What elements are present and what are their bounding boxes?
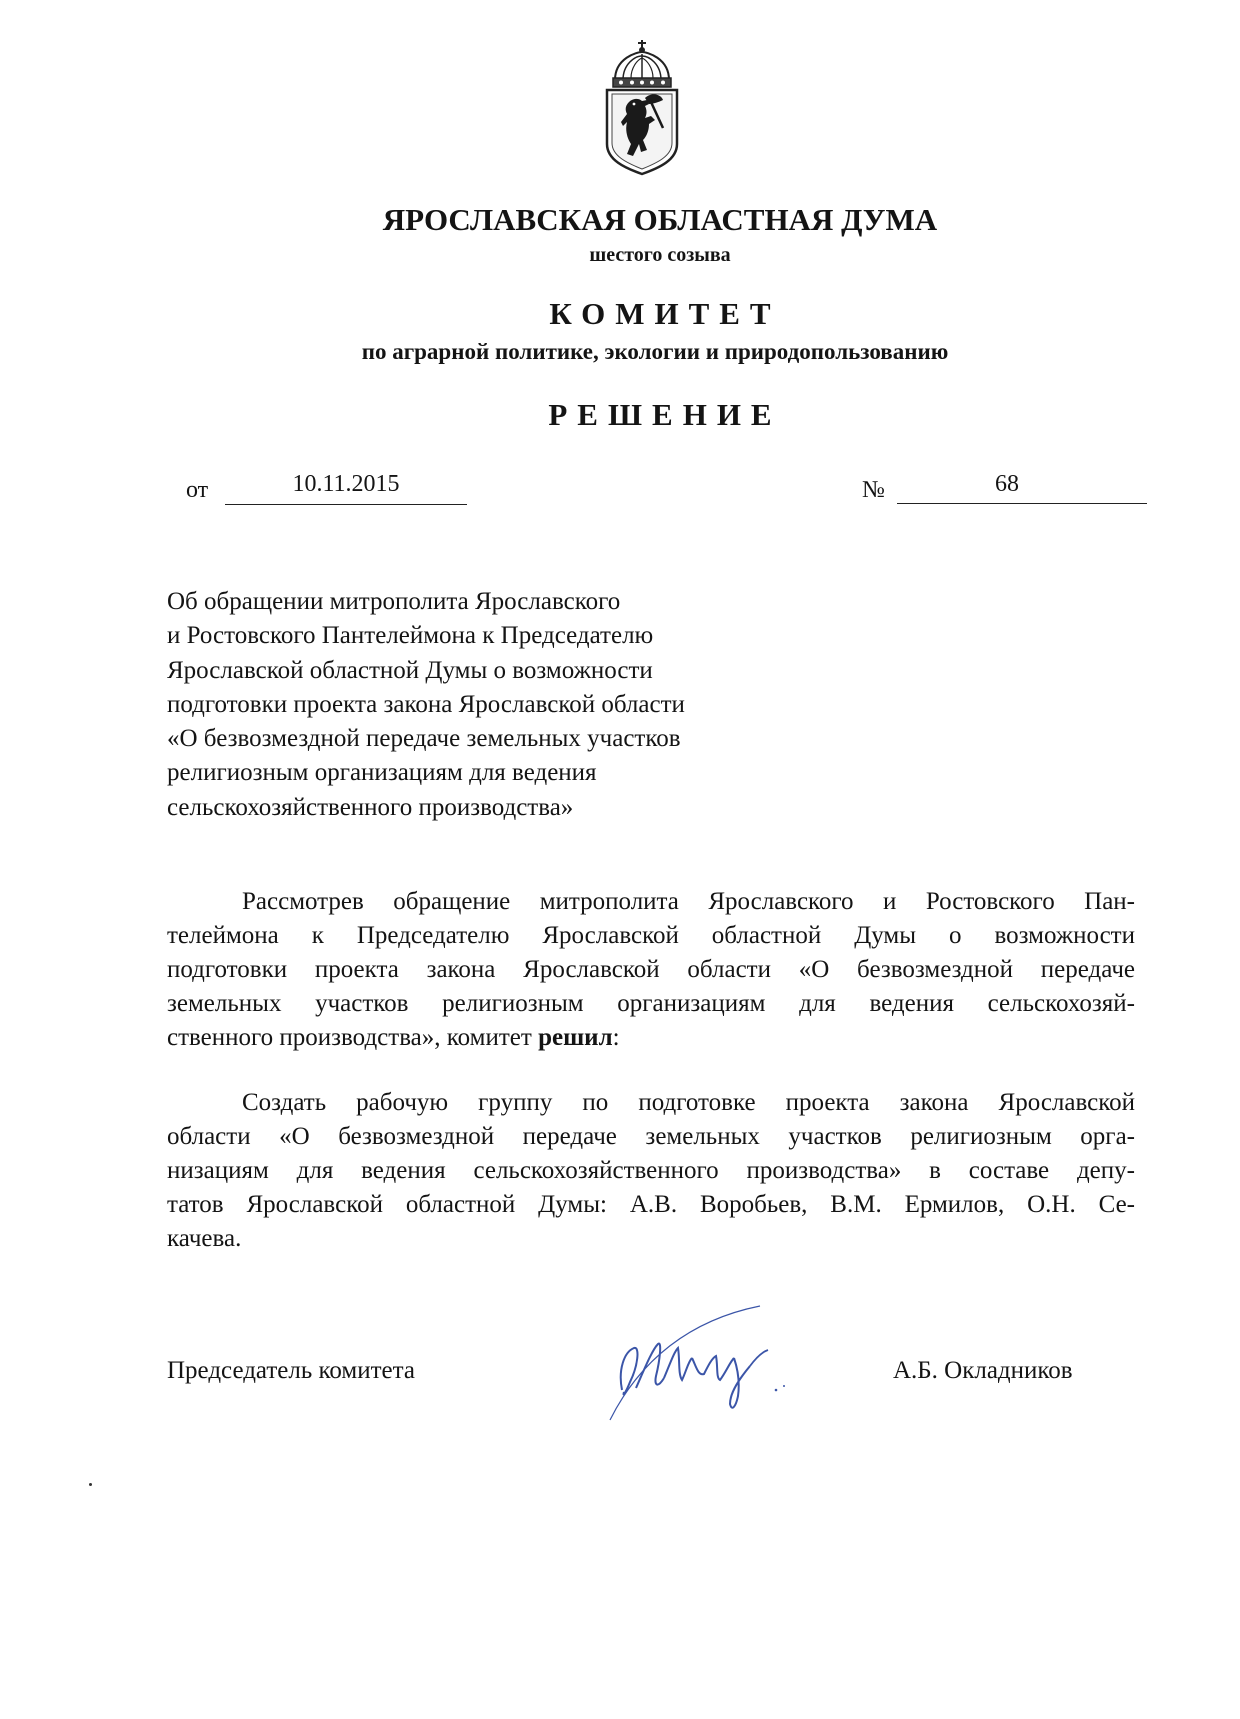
committee-name: по аграрной политике, экологии и природопользованию	[361, 339, 949, 364]
paragraph-line: Рассмотрев обращение митрополита Ярославского и Ростовского Пан-	[242, 888, 1135, 915]
date-value: 10.11.2015	[292, 471, 400, 497]
number-label: №	[862, 477, 885, 503]
subject-line: сельскохозяйственного производства»	[167, 794, 574, 821]
paragraph-line: области «О безвозмездной передаче земельных участков религиозным орга-	[167, 1123, 1135, 1150]
paragraph-line: телеймона к Председателю Ярославской областной Думы о возможности	[167, 922, 1135, 949]
date-field	[225, 470, 467, 505]
signature-image	[600, 1300, 820, 1425]
date-label: от	[186, 477, 209, 503]
paragraph-text: ственного производства», комитет	[167, 1024, 539, 1051]
subject-line: Об обращении митрополита Ярославского	[167, 588, 621, 615]
paragraph-last-line: качева.	[167, 1225, 242, 1252]
paragraph-text: :	[612, 1024, 620, 1051]
subject-line: «О безвозмездной передаче земельных участков	[167, 725, 681, 752]
decision-heading: РЕШЕНИЕ	[548, 397, 782, 432]
paragraph-last-line	[167, 1023, 620, 1053]
paragraph-line: подготовки проекта закона Ярославской области «О безвозмездной передаче	[167, 956, 1135, 983]
committee-heading: КОМИТЕТ	[549, 296, 781, 331]
paragraph-line: татов Ярославской областной Думы: А.В. Воробьев, В.М. Ермилов, О.Н. Се-	[167, 1191, 1135, 1218]
subject-line: и Ростовского Пантелеймона к Председателю	[167, 622, 654, 649]
subject-line: подготовки проекта закона Ярославской области	[167, 691, 685, 718]
coat-of-arms-icon	[601, 38, 683, 176]
subject-line: религиозным организациям для ведения	[167, 759, 597, 786]
number-field	[897, 470, 1147, 504]
number-value: 68	[995, 471, 1019, 497]
scan-speck	[89, 1483, 92, 1486]
paragraph-line: земельных участков религиозным организациям для ведения сельскохозяй-	[167, 990, 1135, 1017]
convocation-subtitle: шестого созыва	[589, 244, 731, 266]
chair-title: Председатель комитета	[167, 1357, 415, 1384]
duma-title: ЯРОСЛАВСКАЯ ОБЛАСТНАЯ ДУМА	[382, 202, 938, 237]
chair-name: А.Б. Окладников	[893, 1357, 1073, 1384]
subject-line: Ярославской областной Думы о возможности	[167, 657, 653, 684]
decided-word: решил	[538, 1024, 613, 1051]
paragraph-line: низациям для ведения сельскохозяйственного производства» в составе депу-	[167, 1157, 1135, 1184]
paragraph-line: Создать рабочую группу по подготовке проекта закона Ярославской	[242, 1089, 1135, 1116]
